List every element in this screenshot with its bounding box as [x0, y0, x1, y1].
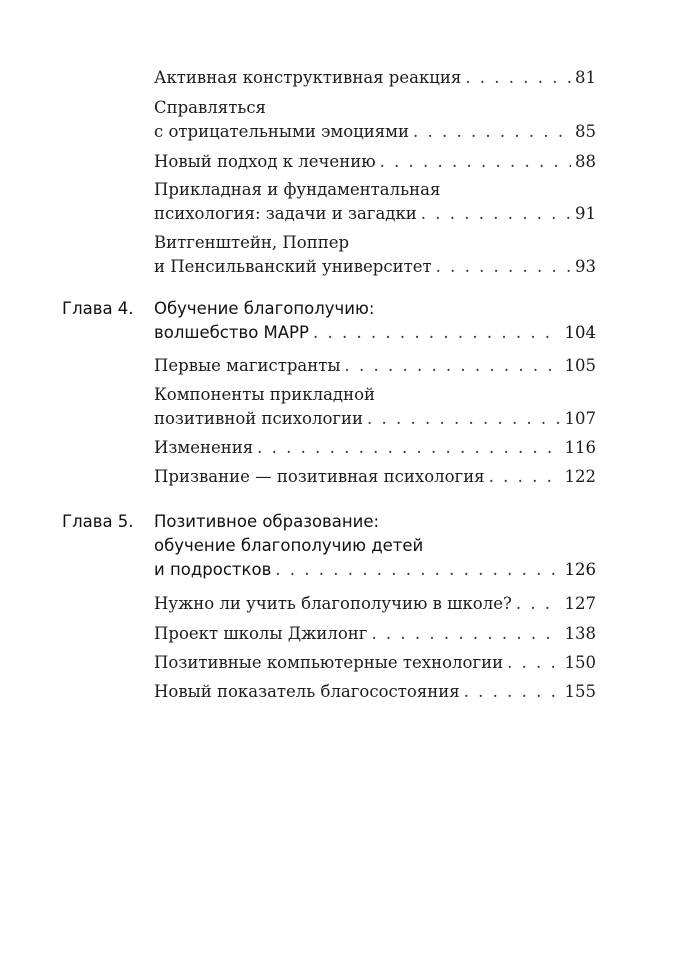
toc-entry-title: Активная конструктивная реакция — [154, 68, 462, 87]
dot-leader — [421, 202, 571, 226]
chapter-page: 126 — [564, 560, 596, 579]
dot-leader — [516, 592, 561, 616]
toc-entry[interactable] — [154, 651, 596, 675]
toc-entry[interactable] — [154, 622, 596, 646]
toc-entry-title: Первые магистранты — [154, 356, 341, 375]
toc-entry-title: Нужно ли учить благополучию в школе? — [154, 594, 512, 613]
chapter-title: и подростков — [154, 560, 272, 579]
dot-leader — [367, 407, 560, 431]
toc-entry-title: позитивной психологии — [154, 409, 364, 428]
toc-entry-title: Прикладная и фундаментальная — [154, 180, 441, 199]
toc-entry[interactable] — [154, 465, 596, 489]
toc-entry-page: 93 — [575, 257, 596, 276]
toc-entry[interactable] — [154, 436, 596, 460]
dot-leader — [275, 558, 560, 582]
toc-entry-title: и Пенсильванский университет — [154, 257, 432, 276]
dot-leader — [413, 120, 571, 144]
toc-entry-page: 81 — [575, 68, 596, 87]
toc-entry-title: Справляться — [154, 98, 266, 117]
toc-entry-title: Новый показатель благосостояния — [154, 682, 460, 701]
dot-leader — [380, 150, 571, 174]
toc-entry-page: 116 — [564, 438, 596, 457]
toc-entry[interactable] — [154, 178, 596, 226]
toc-entry-page: 91 — [575, 204, 596, 223]
toc-entry-page: 88 — [575, 152, 596, 171]
toc-entry[interactable] — [154, 592, 596, 616]
toc-entry[interactable] — [154, 680, 596, 704]
toc-entry-title: Компоненты прикладной — [154, 385, 376, 404]
toc-entry-title: с отрицательными эмоциями — [154, 122, 409, 141]
chapter-title: Обучение благополучию: — [154, 299, 375, 318]
chapter-page: 104 — [564, 323, 596, 342]
toc-entry[interactable] — [154, 383, 596, 431]
dot-leader — [507, 651, 560, 675]
dot-leader — [257, 436, 560, 460]
toc-entry[interactable] — [154, 96, 596, 144]
chapter-label: Глава 5. — [62, 512, 134, 531]
toc-entry-page: 138 — [564, 624, 596, 643]
dot-leader — [489, 465, 561, 489]
toc-entry-title: Позитивные компьютерные технологии — [154, 653, 504, 672]
toc-entry-page: 150 — [564, 653, 596, 672]
toc-entry[interactable] — [154, 66, 596, 90]
toc-entry-title: Витгенштейн, Поппер — [154, 233, 350, 252]
dot-leader — [371, 622, 560, 646]
dot-leader — [345, 354, 561, 378]
toc-entry[interactable] — [154, 231, 596, 279]
dot-leader — [464, 680, 561, 704]
dot-leader — [313, 321, 561, 345]
toc-entry-title: психология: задачи и загадки — [154, 204, 417, 223]
toc-entry[interactable] — [154, 150, 596, 174]
toc-entry-title: Новый подход к лечению — [154, 152, 376, 171]
toc-entry-page: 122 — [564, 467, 596, 486]
chapter-title: Позитивное образование: — [154, 512, 380, 531]
toc-entry-page: 85 — [575, 122, 596, 141]
toc-entry-page: 105 — [564, 356, 596, 375]
toc-entry-title: Проект школы Джилонг — [154, 624, 368, 643]
toc-entry-title: Призвание — позитивная психология — [154, 467, 485, 486]
toc-entry[interactable] — [154, 354, 596, 378]
chapter-label: Глава 4. — [62, 299, 134, 318]
dot-leader — [465, 66, 571, 90]
chapter-title: обучение благополучию детей — [154, 536, 424, 555]
toc-entry-title: Изменения — [154, 438, 254, 457]
toc-entry-page: 155 — [564, 682, 596, 701]
chapter-title: волшебство MAPP — [154, 323, 309, 342]
toc-entry-page: 127 — [564, 594, 596, 613]
toc-entry-page: 107 — [564, 409, 596, 428]
dot-leader — [436, 255, 571, 279]
